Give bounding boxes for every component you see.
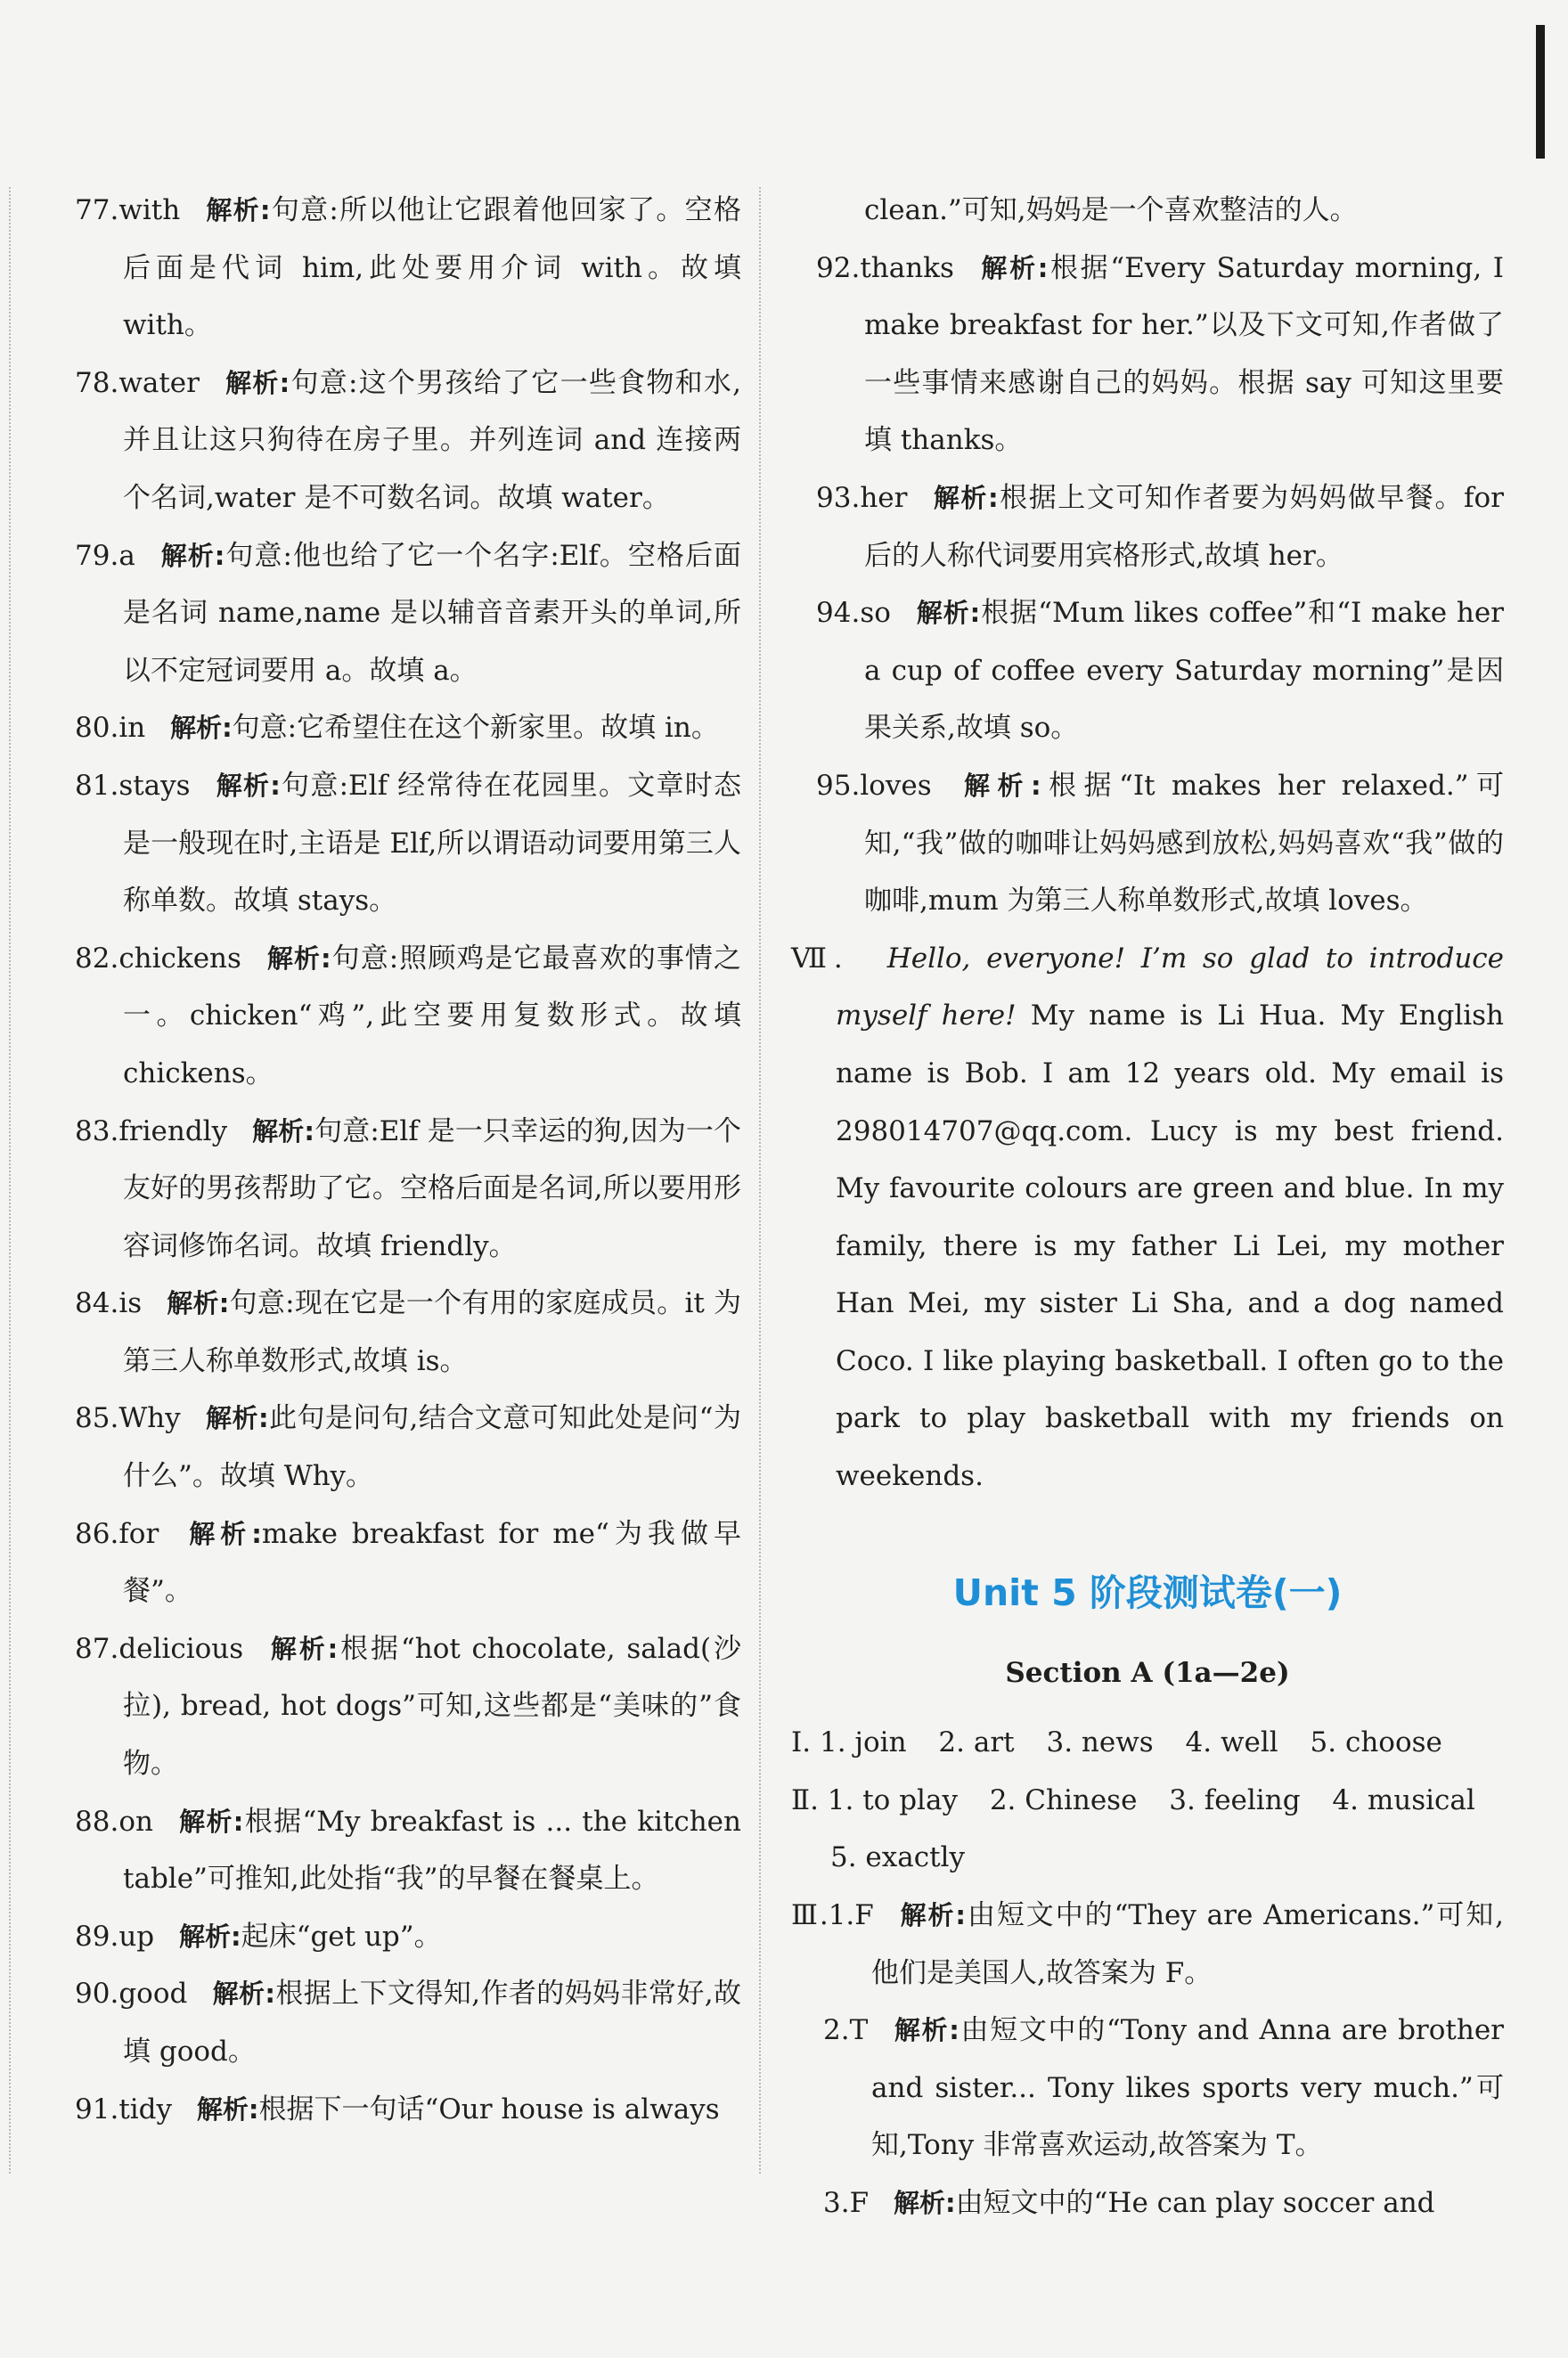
analysis-tag: 解析: [894, 2015, 960, 2046]
analysis-tag: 解析: [167, 1288, 230, 1319]
answer-number: 77. [75, 194, 119, 226]
answer-word: friendly [118, 1114, 228, 1147]
analysis-tag: 解析: [252, 1115, 314, 1146]
analysis-text: 句意:Elf 经常待在花园里。文章时态是一般现在时,主语是 Elf,所以谓语动词要用第三人称单数。故填 stays。 [123, 769, 741, 918]
answer-entry [75, 757, 741, 930]
right-answers [791, 182, 1504, 930]
answer-word: in [118, 712, 146, 745]
analysis-tag: 解析: [178, 1921, 241, 1952]
analysis-tag: 解析: [216, 770, 281, 801]
answer-item: 4. musical [1332, 1783, 1475, 1816]
answer-entry [75, 1965, 741, 2080]
answer-word: with [118, 194, 181, 226]
answer-word: loves [860, 769, 932, 802]
answer-number: 78. [75, 366, 119, 399]
answer-item: 2. art [938, 1726, 1015, 1759]
analysis-text: 根据“Every Saturday morning, I make breakfast for her.”以及下文可知,作者做了一些事情来感谢自己的妈妈。根据 say 可知这里要填 thanks。 [864, 251, 1504, 457]
answer-word: F [849, 2187, 870, 2219]
answer-word: stays [118, 769, 191, 802]
answer-item: 5. choose [1310, 1726, 1442, 1759]
analysis-text: 此句是问句,结合文意可知此处是问“为什么”。故填 Why。 [123, 1402, 741, 1493]
analysis-tag: 解析: [196, 2093, 259, 2125]
writing-answer [791, 930, 1504, 1505]
analysis-text: 句意:所以他让它跟着他回家了。空格后面是代词 him,此处要用介词 with。故填 with。 [123, 194, 741, 342]
part1-answers [791, 1714, 1504, 1772]
answer-number: 82. [75, 942, 119, 975]
analysis-tag: 解析: [981, 252, 1049, 283]
analysis-text: 起床“get up”。 [241, 1920, 442, 1953]
analysis-text: clean.”可知,妈妈是一个喜欢整洁的人。 [864, 194, 1358, 226]
answer-entry [816, 757, 1504, 930]
answer-number: 81. [75, 769, 119, 802]
analysis-tag: 解析: [916, 598, 981, 629]
answer-item: 5. exactly [830, 1841, 965, 1874]
analysis-tag: 解析: [270, 1633, 339, 1664]
section-title: Section A (1a—2e) [1005, 1656, 1290, 1689]
analysis-text: 句意:它希望住在这个新家里。故填 in。 [232, 712, 719, 745]
answer-word: is [118, 1287, 143, 1320]
answer-entry [75, 1275, 741, 1390]
analysis-tag: 解析: [206, 1403, 269, 1434]
answer-entry [75, 1505, 741, 1620]
analysis-tag: 解析: [160, 540, 225, 571]
answer-item: 4. well [1185, 1726, 1278, 1759]
answer-number: 94. [816, 597, 861, 630]
answer-number: 88. [75, 1805, 119, 1838]
analysis-text: 句意:照顾鸡是它最喜欢的事情之一。chicken“鸡”,此空要用复数形式。故填 chickens。 [123, 942, 741, 1089]
answer-word: tidy [118, 2093, 173, 2125]
analysis-text: 根据“It makes her relaxed.”可知,“我”做的咖啡让妈妈感到放松,妈妈喜欢“我”做的咖啡,mum 为第三人称单数形式,故填 loves。 [864, 769, 1504, 918]
analysis-text: 根据“My breakfast is ... the kitchen table”可推知,此处指“我”的早餐在餐桌上。 [123, 1805, 741, 1896]
answer-item: 1. to play [827, 1783, 958, 1816]
analysis-tag: 解析: [900, 1900, 967, 1931]
answer-entry [823, 2174, 1504, 2232]
answer-number: 93. [816, 481, 861, 514]
answer-entry [816, 182, 1504, 240]
analysis-text: 句意:Elf 是一只幸运的狗,因为一个友好的男孩帮助了它。空格后面是名词,所以要用形容词修饰名词。故填 friendly。 [123, 1114, 741, 1262]
analysis-tag: 解析: [179, 1806, 244, 1837]
answer-item: 3. news [1046, 1726, 1154, 1759]
answer-entry [75, 182, 741, 355]
answer-item: 1. join [819, 1726, 907, 1759]
analysis-text: 根据上文可知作者要为妈妈做早餐。for 后的人称代词要用宾格形式,故填 her。 [864, 481, 1504, 572]
part3-answers [791, 1887, 1504, 2232]
answer-word: water [118, 366, 200, 399]
answer-number: 80. [75, 712, 119, 745]
analysis-tag: 解析: [225, 367, 290, 398]
answer-entry [75, 527, 741, 700]
answer-number: 1. [828, 1899, 855, 1932]
answer-number: 87. [75, 1632, 119, 1665]
answer-item: 3. feeling [1169, 1783, 1301, 1816]
column-divider [759, 187, 761, 2174]
analysis-text: 句意:这个男孩给了它一些食物和水,并且让这只狗待在房子里。并列连词 and 连接两个名词,water 是不可数名词。故填 water。 [123, 366, 742, 514]
answer-number: 91. [75, 2093, 119, 2125]
answer-entry [816, 469, 1504, 584]
analysis-tag: 解析: [266, 942, 331, 974]
analysis-text: 根据下一句话“Our house is always [258, 2093, 720, 2125]
analysis-text: 由短文中的“He can play soccer and [955, 2187, 1435, 2219]
answer-word: thanks [860, 251, 954, 284]
analysis-text: 由短文中的“Tony and Anna are brother and sister... Tony likes sports very much.”可知,Tony 非常喜欢运动,故答案为 T。 [871, 2014, 1504, 2162]
answer-number: 92. [816, 251, 861, 284]
answer-number: 86. [75, 1517, 119, 1550]
answer-word: so [860, 597, 891, 630]
analysis-text: make breakfast for me“为我做早餐”。 [123, 1517, 742, 1608]
answer-word: T [849, 2014, 869, 2047]
answer-number: 95. [816, 769, 861, 802]
part2-answers [791, 1772, 1504, 1830]
answer-number: 3. [823, 2187, 850, 2219]
answer-entry [75, 930, 741, 1103]
analysis-text: 根据“hot chocolate, salad(沙拉), bread, hot dogs”可知,这些都是“美味的”食物。 [123, 1632, 741, 1781]
analysis-tag: 解析: [964, 770, 1041, 801]
answer-entry [75, 1103, 741, 1276]
writing-roman: Ⅶ. [791, 942, 843, 975]
right-column [791, 182, 1504, 2232]
answer-entry [75, 1908, 741, 1966]
analysis-text: 根据上下文得知,作者的妈妈非常好,故填 good。 [123, 1978, 741, 2068]
analysis-tag: 解析: [206, 195, 271, 225]
page-edge-mark [1536, 25, 1545, 159]
answer-number: 79. [75, 539, 119, 572]
answer-word: Why [118, 1402, 181, 1435]
answer-word: delicious [118, 1632, 244, 1665]
answer-entry [816, 240, 1504, 469]
part2-answers-line2 [791, 1829, 1504, 1887]
writing-intro: Hello, everyone! I’m so glad to introduce myself here! [836, 942, 1504, 1032]
answer-number: 84. [75, 1287, 119, 1320]
answer-word: up [118, 1920, 155, 1953]
analysis-tag: 解析: [189, 1518, 262, 1549]
unit-title: Unit 5 阶段测试卷(一) [952, 1571, 1343, 1614]
analysis-text: 句意:他也给了它一个名字:Elf。空格后面是名词 name,name 是以辅音音素开头的单词,所以不定冠词要用 a。故填 a。 [123, 539, 742, 687]
analysis-tag: 解析: [933, 482, 999, 513]
left-column [75, 182, 741, 2138]
answer-item: 2. Chinese [989, 1783, 1138, 1816]
answer-word: her [860, 481, 908, 514]
answer-word: for [118, 1517, 159, 1550]
answer-word: F [854, 1899, 874, 1932]
answer-word: good [118, 1978, 188, 2011]
answer-entry [75, 1390, 741, 1505]
writing-body: My name is Li Hua. My English name is Bob. I am 12 years old. My email is 298014707@qq.com. Lucy is my best friend. My favourite colours are green and blue. In my family, there is my father Li Lei, my mother Han Mei, my sister Li Sha, and a dog named Coco. I like playing basketball. I often go to the park to play basketball with my friends on weekends. [836, 999, 1505, 1493]
answer-entry [816, 584, 1504, 757]
answer-number: 90. [75, 1978, 119, 2011]
answer-word: a [118, 539, 135, 572]
analysis-tag: 解析: [212, 1979, 275, 2010]
analysis-text: 由短文中的“They are Americans.”可知,他们是美国人,故答案为 F。 [871, 1899, 1505, 1989]
answer-number: 85. [75, 1402, 119, 1435]
part1-roman: Ⅰ. [791, 1726, 812, 1759]
answer-entry [791, 1887, 1504, 2002]
answer-entry [75, 1793, 741, 1908]
part2-roman: Ⅱ. [791, 1783, 819, 1816]
answer-entry [823, 2002, 1504, 2174]
analysis-tag: 解析: [170, 713, 233, 744]
answer-word: chickens [118, 942, 241, 975]
left-margin-divider [9, 187, 11, 2174]
answer-entry [75, 2081, 741, 2139]
analysis-tag: 解析: [893, 2188, 956, 2218]
answer-number: 2. [823, 2014, 850, 2047]
answer-number: 83. [75, 1114, 119, 1147]
analysis-text: 句意:现在它是一个有用的家庭成员。it 为第三人称单数形式,故填 is。 [123, 1287, 741, 1377]
part3-roman: Ⅲ. [791, 1899, 829, 1932]
analysis-text: 根据“Mum likes coffee”和“I make her a cup of coffee every Saturday morning”是因果关系,故填 so。 [864, 597, 1504, 745]
answer-word: on [118, 1805, 153, 1838]
answer-entry [75, 1620, 741, 1793]
answer-number: 89. [75, 1920, 119, 1953]
answer-entry [75, 699, 741, 757]
answer-entry [75, 355, 741, 527]
